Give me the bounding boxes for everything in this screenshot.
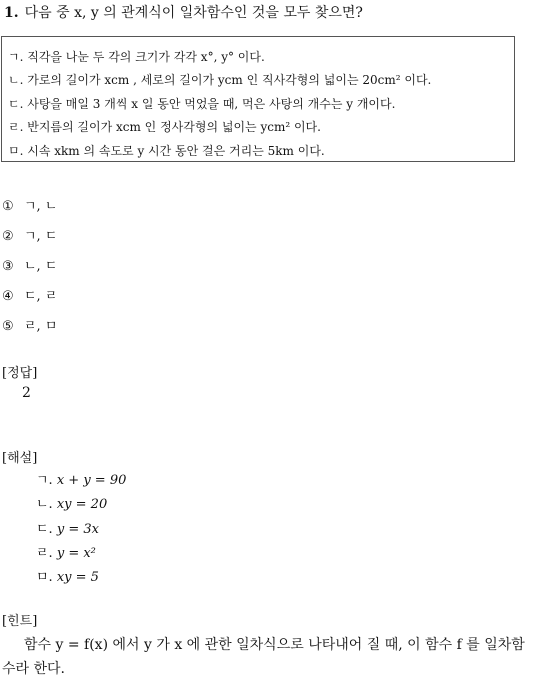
choice-1[interactable] (2, 195, 57, 225)
explanation-item (36, 519, 126, 543)
statement-item: ㅁ. 시속 xkm 의 속도로 y 시간 동안 걸은 거리는 5km 이다. (8, 143, 325, 158)
choice-mark: ⑤ (2, 319, 14, 334)
statement-item: ㄹ. 반지름의 길이가 xcm 인 정사각형의 넓이는 ycm² 이다. (8, 120, 321, 135)
statement-item: ㄱ. 직각을 나눈 두 각의 크기가 각각 x°, y° 이다. (8, 50, 265, 64)
explanation-list (36, 470, 126, 591)
question-title (4, 2, 363, 22)
hint-text: 함수 y = f(x) 에서 y 가 x 에 관한 일차식으로 나타내어 질 때, 이 함수 f 를 일차함수라 한다. (2, 637, 525, 677)
explanation-equation: xy = 20 (56, 497, 108, 513)
choice-mark: ④ (2, 289, 14, 304)
explanation-equation: y = 3x (56, 521, 99, 537)
answer-heading: [정답] (2, 366, 38, 381)
explanation-equation: x + y = 90 (56, 473, 127, 488)
choice-list (2, 195, 57, 345)
choice-mark: ② (2, 229, 14, 244)
choice-5[interactable] (2, 315, 57, 345)
choice-mark: ③ (2, 259, 14, 274)
choice-2[interactable] (2, 225, 57, 255)
explanation-item (36, 494, 126, 518)
choice-text: ㄱ, ㄷ (24, 229, 58, 244)
explanation-label: ㄱ. (36, 473, 53, 488)
explanation-equation: xy = 5 (56, 570, 99, 586)
statement-item: ㄷ. 사탕을 매일 3 개씩 x 일 동안 먹었을 때, 먹은 사탕의 개수는 y 개이다. (8, 96, 396, 111)
choice-text: ㄱ, ㄴ (24, 199, 58, 214)
explanation-heading: [해설] (2, 451, 38, 466)
choice-text: ㄴ, ㄷ (24, 259, 58, 274)
question-number: 1. (4, 5, 19, 21)
hint-heading: [힌트] (2, 614, 38, 629)
answer-value: 2 (22, 385, 31, 401)
choice-mark: ① (2, 199, 14, 214)
statement-box (1, 36, 515, 162)
explanation-item (36, 567, 126, 591)
explanation-label: ㄹ. (36, 545, 53, 561)
explanation-equation: y = x² (56, 545, 96, 561)
choice-3[interactable] (2, 255, 57, 285)
question-text: 다음 중 x, y 의 관계식이 일차함수인 것을 모두 찾으면? (24, 5, 363, 21)
statement-item: ㄴ. 가로의 길이가 xcm , 세로의 길이가 ycm 인 직사각형의 넓이는 20cm² 이다. (8, 73, 432, 88)
choice-text: ㄹ, ㅁ (24, 319, 58, 334)
choice-4[interactable] (2, 285, 57, 315)
explanation-label: ㄴ. (36, 497, 53, 513)
explanation-label: ㄷ. (36, 521, 53, 537)
explanation-item (36, 470, 126, 494)
explanation-item (36, 543, 126, 567)
explanation-label: ㅁ. (36, 570, 53, 586)
choice-text: ㄷ, ㄹ (24, 289, 58, 304)
